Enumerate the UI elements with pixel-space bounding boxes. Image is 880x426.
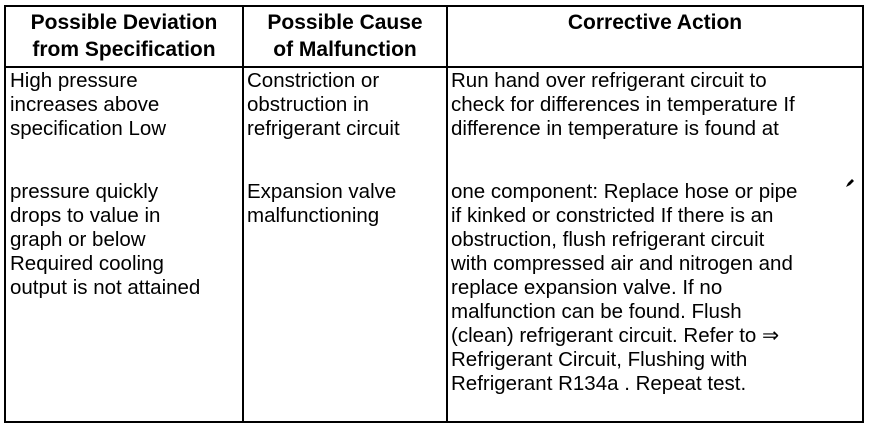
text-line: obstruction, flush refrigerant circuit <box>451 228 765 251</box>
header-possible-deviation <box>6 9 242 63</box>
text-line: replace expansion valve. If no <box>451 276 723 299</box>
text-line: output is not attained <box>10 276 201 299</box>
text-line: Refrigerant R134a . Repeat test. <box>451 372 747 395</box>
text-line: Expansion valve <box>247 180 397 203</box>
action-text-block-1 <box>451 69 795 141</box>
column-divider <box>242 7 244 421</box>
header-text: of Malfunction <box>273 38 417 61</box>
text-line: with compressed air and nitrogen and <box>451 252 793 275</box>
column-divider <box>446 7 448 421</box>
header-text: Possible Cause <box>267 11 423 34</box>
cause-text-block-2 <box>247 180 396 228</box>
text-line: Required cooling <box>10 252 164 275</box>
text-line: Constriction or <box>247 69 380 92</box>
action-text-block-2 <box>451 180 797 396</box>
text-line: Run hand over refrigerant circuit to <box>451 69 767 92</box>
text-line: obstruction in <box>247 93 369 116</box>
deviation-text-block-2 <box>10 180 200 300</box>
deviation-text-block-1 <box>10 69 166 141</box>
text-line: High pressure <box>10 69 138 92</box>
header-text: Possible Deviation <box>30 11 218 34</box>
text-line: malfunctioning <box>247 204 380 227</box>
reference-link[interactable]: Refrigerant Circuit, Flushing with <box>451 348 748 371</box>
header-corrective-action <box>448 9 862 36</box>
text-line: if kinked or constricted If there is an <box>451 204 774 227</box>
header-text: Corrective Action <box>567 11 743 34</box>
text-line: graph or below <box>10 228 146 251</box>
text-line: one component: Replace hose or pipe <box>451 180 798 203</box>
reference-link[interactable]: (clean) refrigerant circuit. Refer to ⇒ <box>451 324 780 347</box>
header-text: from Specification <box>32 38 216 61</box>
text-line: specification Low <box>10 117 167 140</box>
cause-text-block-1 <box>247 69 400 141</box>
text-line: drops to value in <box>10 204 161 227</box>
edit-marker-icon <box>845 178 855 188</box>
text-line: difference in temperature is found at <box>451 117 779 140</box>
text-line: malfunction can be found. Flush <box>451 300 742 323</box>
text-line: refrigerant circuit <box>247 117 400 140</box>
header-divider <box>6 66 862 68</box>
text-line: pressure quickly <box>10 180 159 203</box>
header-possible-cause <box>244 9 446 63</box>
diagnosis-table <box>4 5 864 423</box>
text-line: increases above <box>10 93 160 116</box>
text-line: check for differences in temperature If <box>451 93 795 116</box>
